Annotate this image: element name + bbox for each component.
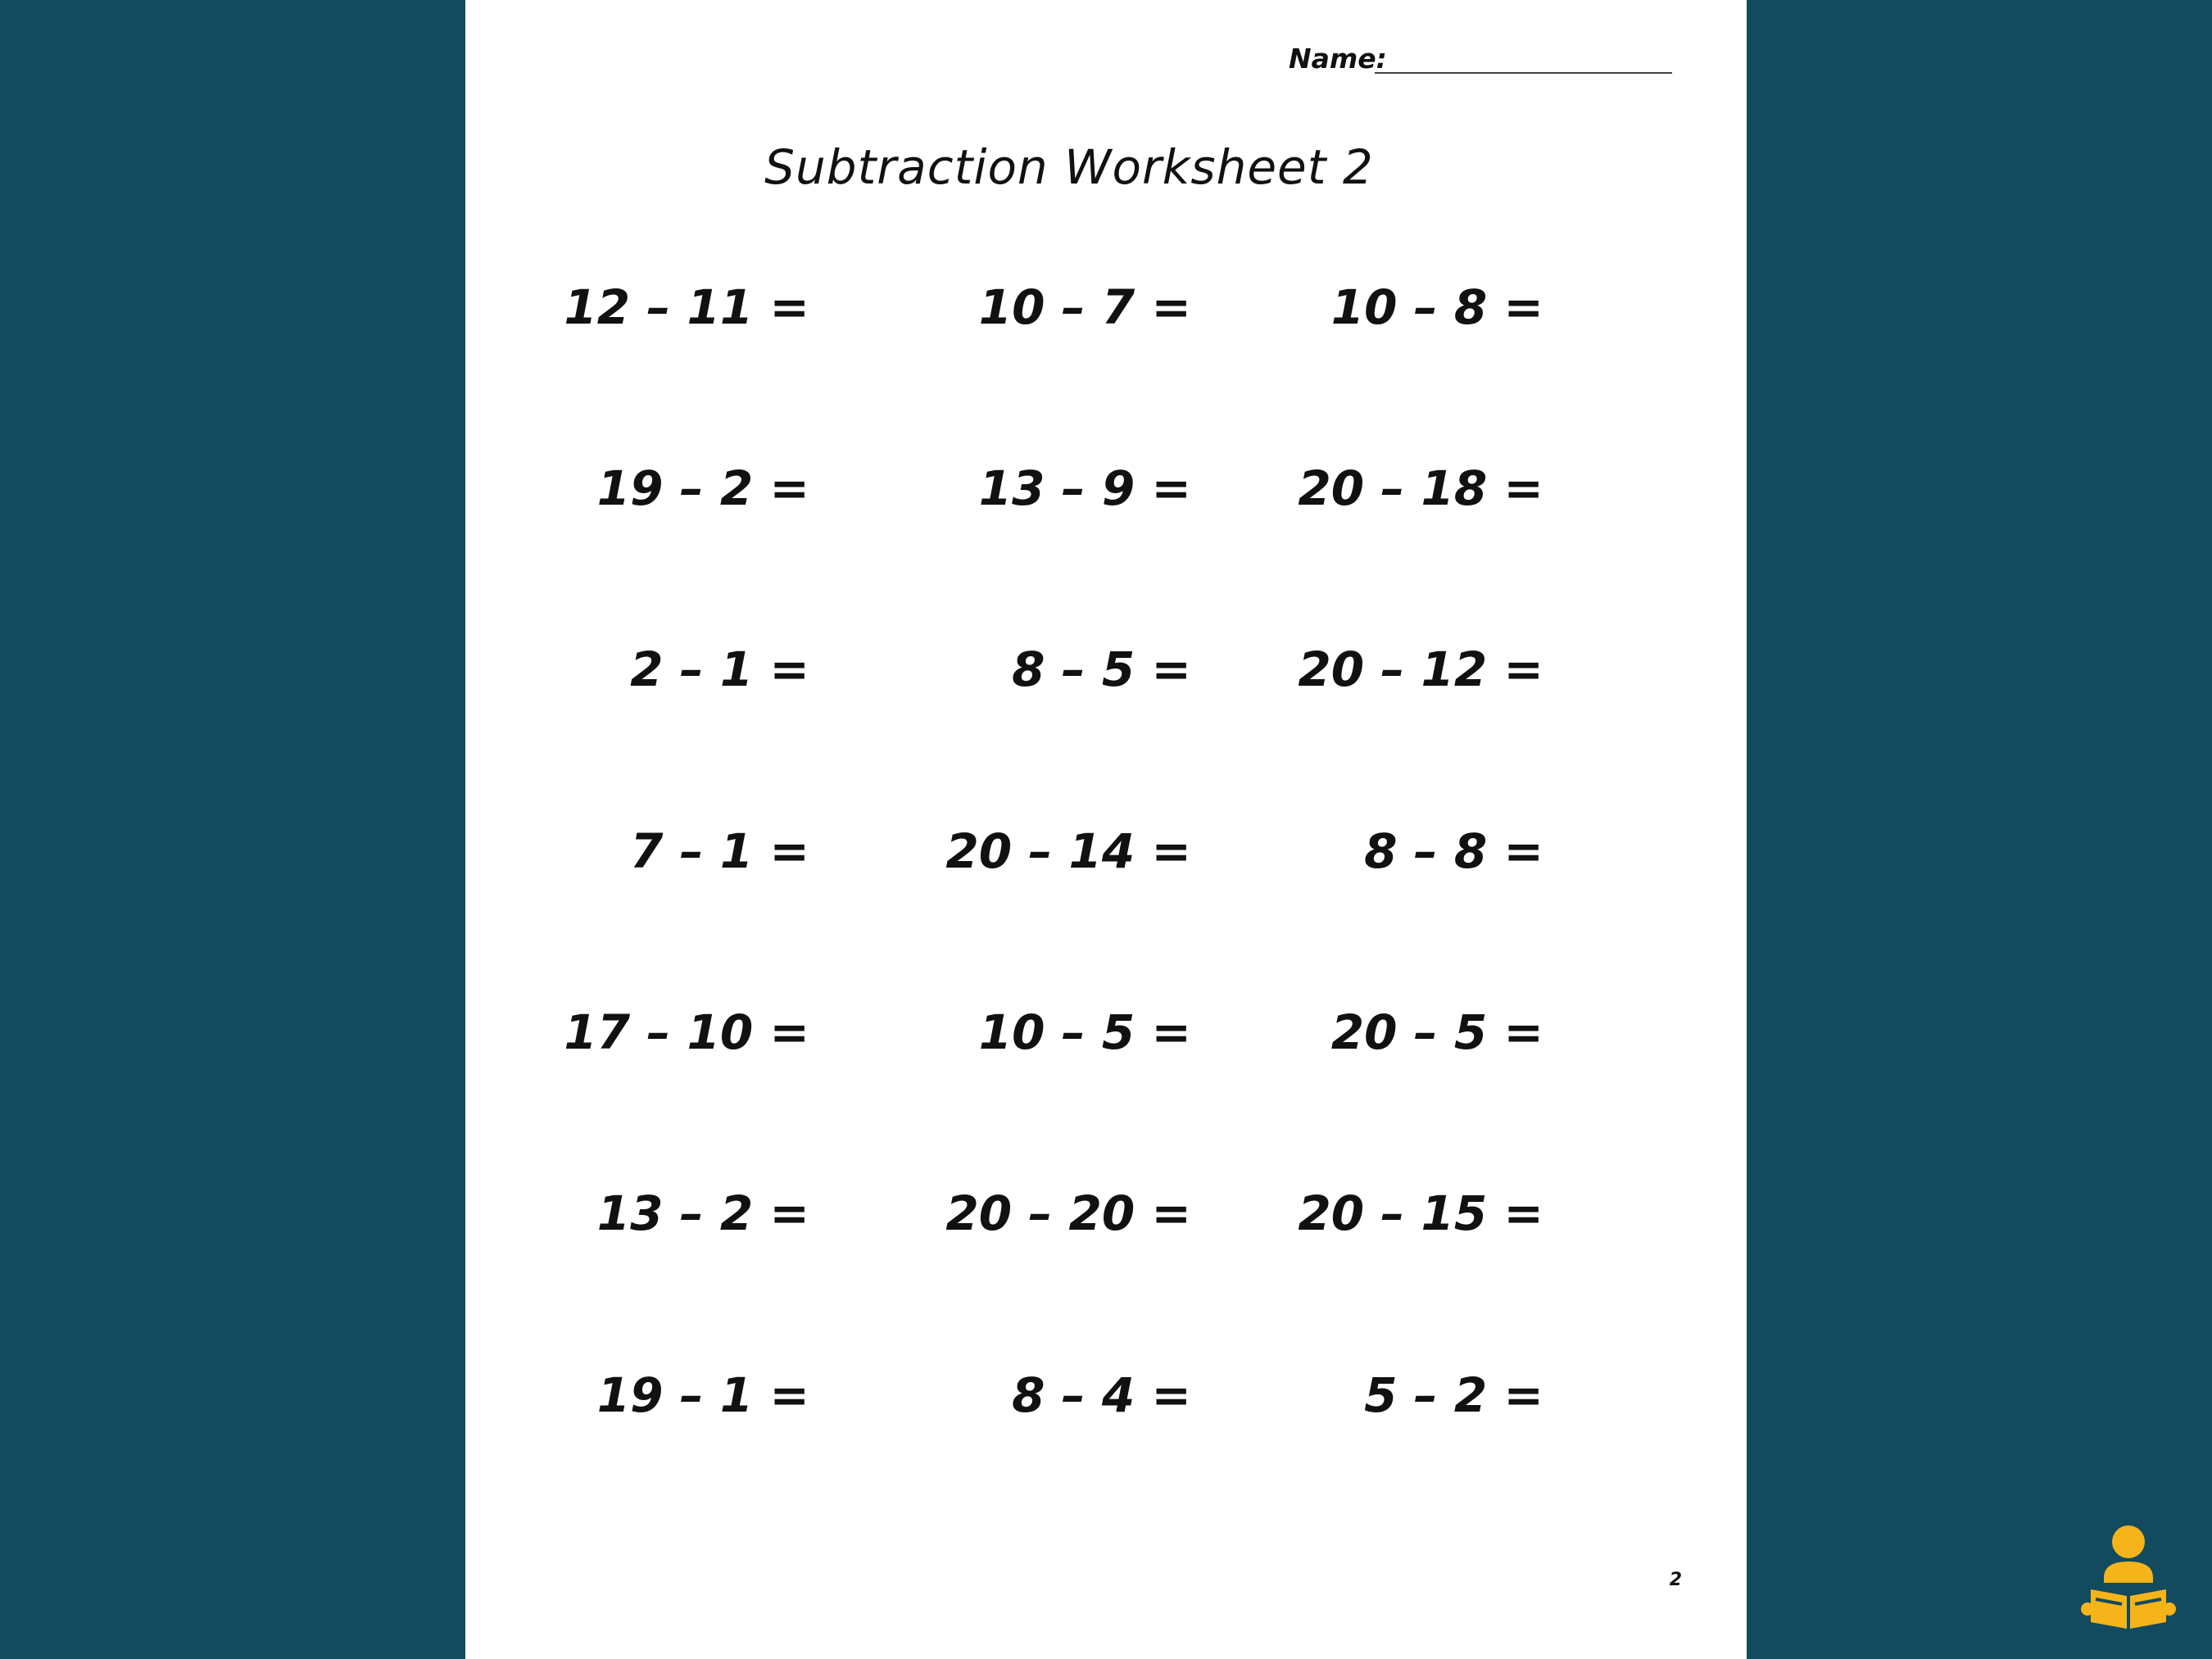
name-label: Name: (1289, 43, 1387, 75)
problem-r1-c2: 10 – 7 = (978, 279, 1191, 335)
problem-r6-c1: 13 – 2 = (596, 1185, 809, 1241)
problem-r3-c1: 2 – 1 = (630, 641, 809, 697)
problem-r7-c3: 5 – 2 = (1364, 1367, 1543, 1423)
problem-r7-c1: 19 – 1 = (596, 1367, 809, 1423)
worksheet-title: Subtraction Worksheet 2 (764, 139, 1374, 195)
problem-r5-c1: 17 – 10 = (564, 1004, 809, 1060)
problem-r5-c3: 20 – 5 = (1330, 1004, 1543, 1060)
problem-r1-c1: 12 – 11 = (564, 279, 809, 335)
problem-r5-c2: 10 – 5 = (978, 1004, 1191, 1060)
problem-r1-c3: 10 – 8 = (1330, 279, 1543, 335)
reading-person-icon (2081, 1524, 2176, 1632)
problem-r3-c2: 8 – 5 = (1012, 641, 1191, 697)
problem-r6-c3: 20 – 15 = (1298, 1185, 1543, 1241)
problem-r2-c1: 19 – 2 = (596, 460, 809, 516)
page-number: 2 (1669, 1570, 1682, 1590)
problem-r2-c2: 13 – 9 = (978, 460, 1191, 516)
problem-r4-c1: 7 – 1 = (630, 823, 809, 879)
problem-r4-c2: 20 – 14 = (945, 823, 1191, 879)
problem-r4-c3: 8 – 8 = (1364, 823, 1543, 879)
name-line (1375, 72, 1672, 74)
worksheet-page (465, 0, 1747, 1659)
problem-r3-c3: 20 – 12 = (1298, 641, 1543, 697)
problem-r2-c3: 20 – 18 = (1298, 460, 1543, 516)
problem-r7-c2: 8 – 4 = (1012, 1367, 1191, 1423)
problem-r6-c2: 20 – 20 = (945, 1185, 1191, 1241)
